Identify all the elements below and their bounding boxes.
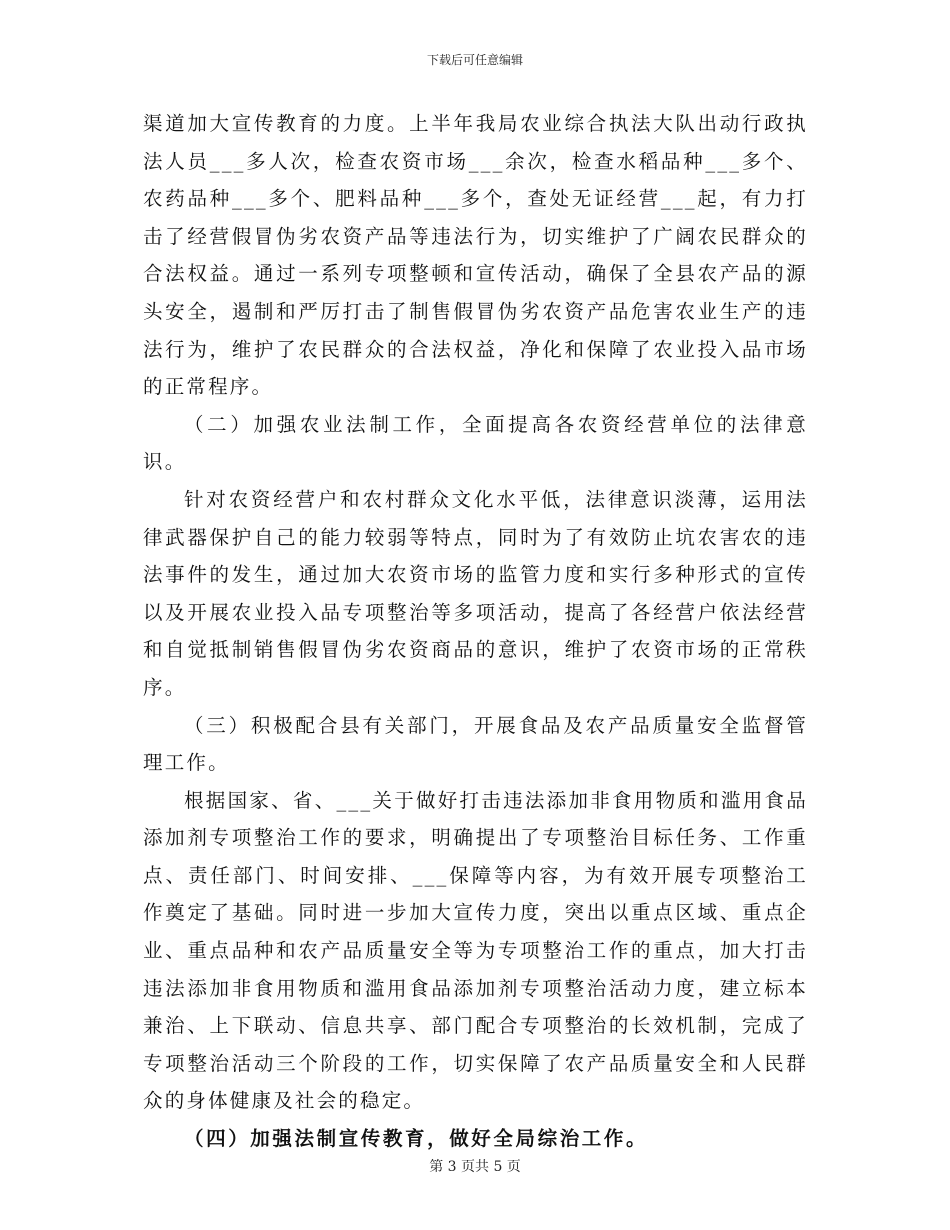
document-body bbox=[143, 105, 808, 1158]
section-heading-food-safety: （三）积极配合县有关部门，开展食品及农产品质量安全监督管理工作。 bbox=[143, 713, 808, 775]
section-heading-legal-work: （二）加强农业法制工作，全面提高各农资经营单位的法律意识。 bbox=[143, 412, 808, 474]
paragraph-legal-awareness: 针对农资经营户和农村群众文化水平低，法律意识淡薄，运用法律武器保护自己的能力较弱等特点，同时为了有效防止坑农害农的违法事件的发生，通过加大农资市场的监管力度和实行多种形式的宣传以及开展农业投入品专项整治等多项活动，提高了各经营户依法经营和自觉抵制销售假冒伪劣农资商品的意识，维护了农资市场的正常秩序。 bbox=[143, 487, 808, 699]
paragraph-enforcement-results: 渠道加大宣传教育的力度。上半年我局农业综合执法大队出动行政执法人员___多人次，检查农资市场___余次，检查水稻品种___多个、农药品种___多个、肥料品种___多个，查处无证经营___起，有力打击了经营假冒伪劣农资产品等违法行为，切实维护了广阔农民群众的合法权益。通过一系列专项整顿和宣传活动，确保了全县农产品的源头安全，遏制和严厉打击了制售假冒伪劣农资产品危害农业生产的违法行为，维护了农民群众的合法权益，净化和保障了农业投入品市场的正常程序。 bbox=[143, 112, 808, 399]
paragraph-food-safety: 根据国家、省、___关于做好打击违法添加非食用物质和滥用食品添加剂专项整治工作的要求，明确提出了专项整治目标任务、工作重点、责任部门、时间安排、___保障等内容，为有效开展专项整治工作奠定了基础。同时进一步加大宣传力度，突出以重点区域、重点企业、重点品种和农产品质量安全等为专项整治工作的重点，加大打击违法添加非食用物质和滥用食品添加剂专项整治活动力度，建立标本兼治、上下联动、信息共享、部门配合专项整治的长效机制，完成了专项整治活动三个阶段的工作，切实保障了农产品质量安全和人民群众的身体健康及社会的稳定。 bbox=[143, 788, 808, 1113]
page-header: 下载后可任意编辑 bbox=[426, 53, 523, 67]
section-heading-legal-education: （四）加强法制宣传教育，做好全局综治工作。 bbox=[184, 1127, 649, 1151]
page-footer: 第 3 页共 5 页 bbox=[429, 1159, 521, 1175]
